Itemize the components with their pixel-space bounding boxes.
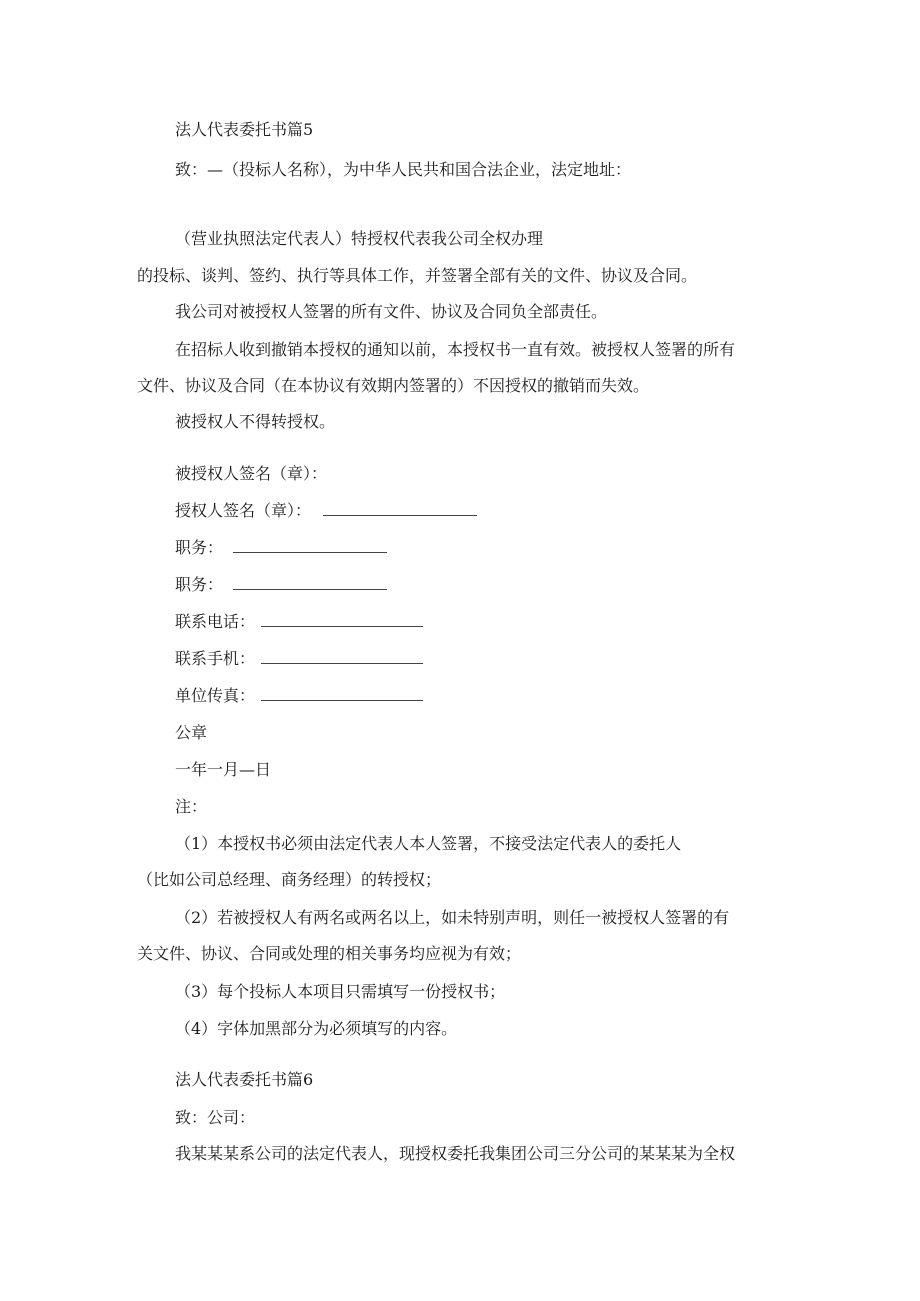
blank-line (233, 538, 387, 553)
field-label: 授权人签名（章）： (175, 501, 312, 520)
paragraph: （营业执照法定代表人）特授权代表我公司全权办理 (175, 229, 544, 248)
note-item: （1）本授权书必须由法定代表人本人签署，不接受法定代表人的委托人 (175, 834, 682, 853)
blank-line (261, 649, 423, 664)
paragraph: 我公司对被授权人签署的所有文件、协议及合同负全部责任。 (175, 302, 608, 321)
fax-field (175, 686, 423, 706)
addressee-line: 致：—（投标人名称），为中华人民共和国合法企业，法定地址： (175, 160, 632, 179)
blank-line (233, 575, 387, 590)
field-label: 职务： (175, 538, 224, 557)
note-item: 关文件、协议、合同或处理的相关事务均应视为有效； (137, 944, 522, 963)
section-title: 法人代表委托书篇6 (175, 1070, 314, 1089)
position-field (175, 538, 387, 558)
blank-line (261, 686, 423, 701)
note-label: 注： (175, 797, 208, 816)
grantee-signature-label: 被授权人签名（章）： (175, 464, 328, 483)
mobile-field (175, 649, 423, 669)
field-label: 联系手机： (175, 649, 256, 668)
paragraph: 文件、协议及合同（在本协议有效期内签署的）不因授权的撤销而失效。 (137, 376, 650, 395)
field-label: 单位传真： (175, 686, 256, 705)
note-item: （4）字体加黑部分为必须填写的内容。 (175, 1019, 458, 1038)
blank-line (323, 501, 477, 516)
grantor-signature-field (175, 501, 477, 521)
phone-field (175, 612, 423, 632)
note-item: （2）若被授权人有两名或两名以上，如未特别声明，则任一被授权人签署的有 (175, 908, 730, 927)
section-title: 法人代表委托书篇5 (175, 120, 314, 139)
date-line: 一年一月—日 (175, 760, 272, 779)
field-label: 联系电话： (175, 612, 256, 631)
note-item: （3）每个投标人本项目只需填写一份授权书； (175, 982, 506, 1001)
paragraph: 被授权人不得转授权。 (175, 412, 336, 431)
paragraph: 我某某某系公司的法定代表人，现授权委托我集团公司三分公司的某某某为全权 (175, 1144, 736, 1163)
field-label: 职务： (175, 575, 224, 594)
addressee-line: 致：公司： (175, 1108, 256, 1127)
blank-line (261, 612, 423, 627)
paragraph: 在招标人收到撤销本授权的通知以前，本授权书一直有效。被授权人签署的所有 (175, 340, 736, 359)
position-field (175, 575, 387, 595)
note-item: （比如公司总经理、商务经理）的转授权； (137, 870, 442, 889)
seal-label: 公章 (175, 723, 208, 742)
paragraph: 的投标、谈判、签约、执行等具体工作，并签署全部有关的文件、协议及合同。 (137, 266, 698, 285)
